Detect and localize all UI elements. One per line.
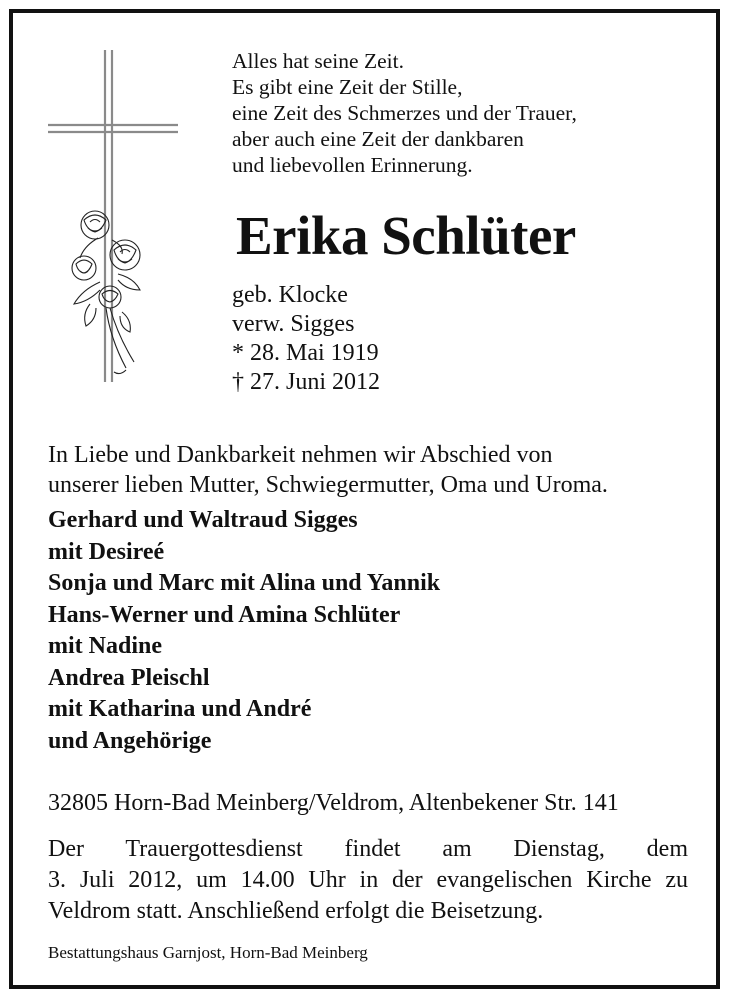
- farewell-intro: [48, 440, 608, 500]
- service-line: Veldrom statt. Anschließend erfolgt die Beisetzung.: [48, 898, 544, 924]
- family-line: und Angehörige: [48, 727, 212, 754]
- poem-line: eine Zeit des Schmerzes und der Trauer,: [232, 101, 577, 125]
- deceased-details: [232, 281, 380, 397]
- service-line: Der Trauergottesdienst findet am Dienstag, dem: [48, 836, 688, 862]
- poem-line: Alles hat seine Zeit.: [232, 49, 404, 73]
- intro-line: unserer lieben Mutter, Schwiegermutter, Oma und Uroma.: [48, 472, 608, 498]
- poem-line: aber auch eine Zeit der dankbaren: [232, 127, 524, 151]
- poem-line: und liebevollen Erinnerung.: [232, 153, 473, 177]
- intro-line: In Liebe und Dankbarkeit nehmen wir Abschied von: [48, 442, 553, 468]
- birth-date: * 28. Mai 1919: [232, 340, 379, 366]
- family-line: mit Nadine: [48, 633, 162, 659]
- poem: [232, 48, 577, 178]
- service-info: [48, 834, 688, 927]
- family-line: mit Desireé: [48, 538, 165, 565]
- service-line: 3. Juli 2012, um 14.00 Uhr in der evangelischen Kirche zu: [48, 867, 688, 893]
- cross-icon: [40, 42, 190, 392]
- family-line: Hans-Werner und Amina Schlüter: [48, 601, 401, 628]
- death-date: † 27. Juni 2012: [232, 369, 381, 395]
- family-line: mit Katharina und André: [48, 696, 312, 722]
- poem-line: Es gibt eine Zeit der Stille,: [232, 75, 463, 99]
- family-list: [48, 505, 440, 757]
- family-line: Gerhard und Waltraud Sigges: [48, 507, 358, 533]
- address: 32805 Horn-Bad Meinberg/Veldrom, Altenbekener Str. 141: [48, 790, 619, 816]
- deceased-name: Erika Schlüter: [236, 205, 576, 266]
- undertaker: Bestattungshaus Garnjost, Horn-Bad Meinberg: [48, 943, 368, 962]
- widowed-name: verw. Sigges: [232, 311, 355, 337]
- family-line: Sonja und Marc mit Alina und Yannik: [48, 570, 441, 596]
- born-name: geb. Klocke: [232, 282, 348, 308]
- family-line: Andrea Pleischl: [48, 664, 210, 691]
